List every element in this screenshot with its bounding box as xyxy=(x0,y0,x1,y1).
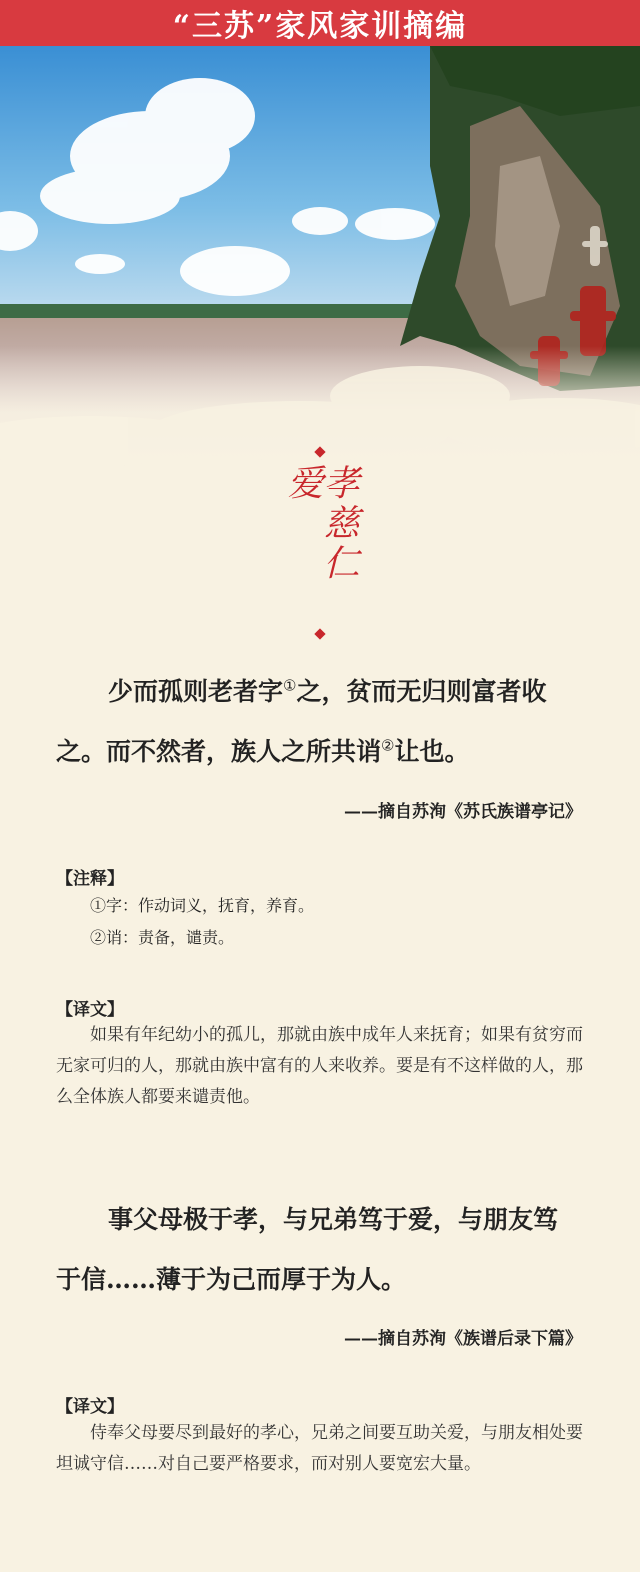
page-title-bar xyxy=(0,0,640,46)
note-item: ②诮：责备，谴责。 xyxy=(90,928,235,947)
quote-1-line-2 xyxy=(56,722,586,782)
landscape-illustration xyxy=(0,46,640,466)
quote-text: 之。而不然者，族人之所共诮 xyxy=(56,737,382,766)
quote-2-source: ——摘自苏洵《族谱后录下篇》 xyxy=(344,1329,582,1349)
quote-text: 少而孤则老者字 xyxy=(108,677,284,706)
quote-text: 于信……薄于为己而厚于为人。 xyxy=(56,1265,407,1294)
quote-1-line-1 xyxy=(56,662,586,722)
quote-text: 之，贫而无归则富者收 xyxy=(296,677,547,706)
translation-label: 【译文】 xyxy=(56,1397,124,1417)
quote-text: 让也。 xyxy=(394,737,470,766)
quote-1-source: ——摘自苏洵《苏氏族谱亭记》 xyxy=(344,802,582,822)
section-heading xyxy=(282,448,359,638)
translation-text: 如果有年纪幼小的孤儿，那就由族中成年人来抚育；如果有贫穷而无家可归的人，那就由族中富有的人来收养。要是有不这样做的人，那么全体族人都要来谴责他。 xyxy=(56,1025,583,1107)
quote-text: 事父母极于孝，与兄弟笃于爱，与朋友笃 xyxy=(108,1205,559,1234)
notes-label: 【注释】 xyxy=(56,869,124,889)
footnote-marker: ② xyxy=(381,736,395,755)
footnote-marker: ① xyxy=(283,676,297,695)
section-heading-text: 孝慈仁爱 xyxy=(282,463,359,584)
page-title: “三苏”家风家训摘编 xyxy=(172,9,468,44)
quote-2 xyxy=(56,1190,586,1310)
translation-text: 侍奉父母要尽到最好的孝心，兄弟之间要互助关爱，与朋友相处要坦诚守信……对自己要严格要求，而对别人要宽宏大量。 xyxy=(56,1423,583,1474)
quote-2-line-2 xyxy=(56,1250,586,1310)
diamond-icon xyxy=(314,628,325,639)
quote-2-line-1 xyxy=(56,1190,586,1250)
diamond-icon xyxy=(314,446,325,457)
translation-label: 【译文】 xyxy=(56,1000,124,1020)
banner-image xyxy=(0,46,640,466)
quote-1 xyxy=(56,662,586,782)
note-item: ①字：作动词义，抚育，养育。 xyxy=(90,896,315,915)
